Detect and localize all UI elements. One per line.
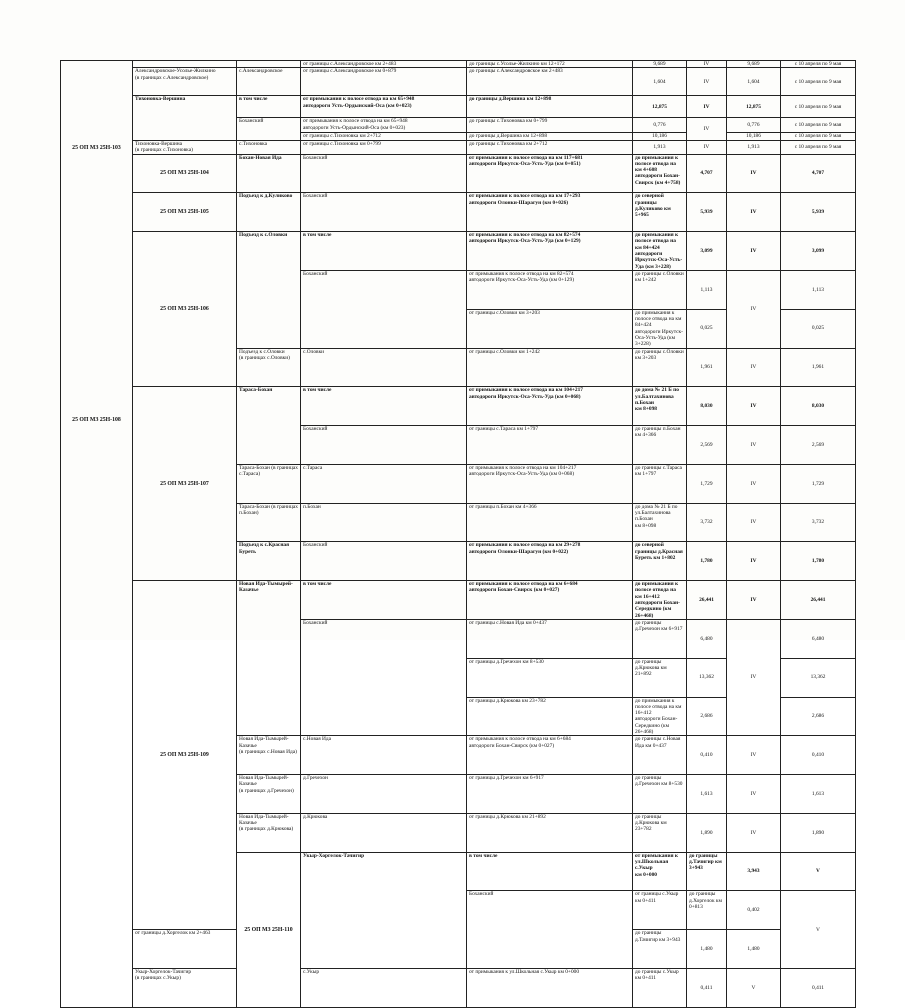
table-cell: 12,875 <box>633 96 687 118</box>
table-cell: до границы с.Укыр км 0+411 <box>633 969 687 1008</box>
table-cell: 0,410 <box>781 736 856 775</box>
table-cell: с 10 апреля по 9 мая <box>781 96 856 118</box>
table-cell: 1,729 <box>781 464 856 503</box>
table-cell: от границы с.Тихоновка км 0+799 <box>301 140 467 154</box>
table-cell: с 10 апреля по 9 мая <box>781 118 856 133</box>
table-cell: от границы с.Александровское км 0+879 <box>301 68 467 96</box>
table-cell: V <box>727 969 781 1008</box>
table-cell: до примыкания к полосе отвода на км 4+608 автодороги Бохан-Свирск (км 4+758) <box>633 154 687 193</box>
table-row <box>61 193 856 232</box>
table-cell: 10,186 <box>633 133 687 140</box>
table-cell: Боханский <box>301 270 467 348</box>
table-cell: IV <box>727 619 781 735</box>
table-cell: от границы с.Новая Ида км 0+437 <box>467 619 633 658</box>
table-cell: от границы с.Тараса км 1+797 <box>467 426 633 465</box>
table-cell: 25 ОП МЗ 25Н-105 <box>133 193 237 232</box>
table-cell: Подъезд к д.Куликово <box>237 193 301 232</box>
table-cell: от примыкания к полосе отвода на км 65+948 автодороги Усть-Ордынский-Оса (км 0+023) <box>301 118 467 133</box>
table-cell: п.Бохан <box>301 503 467 542</box>
table-cell: с 10 апреля по 9 мая <box>781 68 856 96</box>
table-cell: IV <box>727 581 781 620</box>
table-cell: Боханский <box>301 426 467 465</box>
table-cell: с 10 апреля по 9 мая <box>781 133 856 140</box>
table-cell: 3,099 <box>687 232 727 271</box>
table-cell: 5,939 <box>781 193 856 232</box>
table-cell: 1,613 <box>687 775 727 814</box>
table-cell: 1,729 <box>687 464 727 503</box>
table-cell: 3,732 <box>781 503 856 542</box>
table-row <box>61 154 856 193</box>
table-cell: 3,732 <box>687 503 727 542</box>
table-cell: 12,875 <box>727 96 781 118</box>
table-cell: IV <box>727 232 781 271</box>
table-cell: Тихоновка-Вершина <box>133 96 237 140</box>
table-cell: 1,913 <box>727 140 781 154</box>
table-cell: 0,025 <box>687 309 727 348</box>
table-cell: Подъезд к с.Красная Буреть <box>237 542 301 581</box>
table-cell: 9,689 <box>727 61 781 68</box>
table-cell: от границы п.Бохан км 4+366 <box>467 503 633 542</box>
table-cell: Боханский <box>301 193 467 232</box>
table-cell: до границы с.Оловки км 1+242 <box>633 270 687 309</box>
table-cell: Александровское-Усолье-Жилкино (в границах с.Александровское) <box>133 68 237 96</box>
table-cell: IV <box>727 542 781 581</box>
table-cell: 4,707 <box>687 154 727 193</box>
table-row <box>61 68 856 96</box>
table-cell: с.Укыр <box>301 969 467 1008</box>
table-cell: 1,480 <box>727 930 781 969</box>
table-cell: от границы д.Гречехон км 6+917 <box>467 775 633 814</box>
table-cell: IV <box>687 118 727 140</box>
table-cell: Боханский <box>301 154 467 193</box>
table-cell: до дома № 21 Б по ул.Балтахинова п.Бохан км 8+098 <box>633 387 687 426</box>
table-cell: от примыкания к полосе отвода на км 65+948 автодороги Усть-Ордынский-Оса (км 0+023) <box>301 96 467 118</box>
table-cell: 25 ОП МЗ 25Н-104 <box>133 154 237 193</box>
table-cell: до примыкания к полосе отвода на км 84+424 автодороги Иркутск-Оса-Усть-Уда (км 3+228) <box>633 309 687 348</box>
table-cell: Боханский <box>301 542 467 581</box>
table-cell: 2,686 <box>781 697 856 736</box>
table-row <box>61 232 856 271</box>
table-cell: IV <box>727 464 781 503</box>
table-cell: от границы с.Оловки км 3+203 <box>467 309 633 348</box>
table-cell: от примыкания к ул.Школьная с.Укыр км 0+000 <box>633 852 687 891</box>
table-cell: от примыкания к полосе отвода на км 82+574 автодороги Иркутск-Оса-Усть-Уда (км 0+129) <box>467 232 633 271</box>
table-cell: от границы с.Укыр км 0+411 <box>633 891 687 930</box>
table-cell: Тараса-Бохан <box>237 387 301 465</box>
table-cell: до границы с.Новая Ида км 0+437 <box>633 736 687 775</box>
table-cell: IV <box>727 775 781 814</box>
table-cell: 13,362 <box>781 658 856 697</box>
road-code-103: 25 ОП МЗ 25Н-103 <box>72 145 121 151</box>
table-cell: в том числе <box>301 232 467 271</box>
table-cell: 1,113 <box>781 270 856 309</box>
table-cell: до границы д.Гречехон км 8+530 <box>633 775 687 814</box>
table-cell: от границы д.Крюкова км 21+892 <box>467 813 633 852</box>
table-cell: до границы с.Усолье-Жилкино км 12+172 <box>467 61 633 68</box>
table-cell: 25 ОП МЗ 25Н-109 <box>133 581 237 930</box>
table-cell: до примыкания к полосе отвода на км 16+412 автодороги Бохан-Середкино (км 26+468) <box>633 697 687 736</box>
table-cell: Новая Ида-Тымырей-Казачье (в границах д.Крюкова) <box>237 813 301 852</box>
table-cell <box>237 61 301 68</box>
table-cell: 2,569 <box>781 426 856 465</box>
table-cell: 1,961 <box>687 348 727 387</box>
table-cell: от границы с.Александровское км 2+483 <box>301 61 467 68</box>
table-cell: Боханский <box>237 118 301 140</box>
table-cell: IV <box>687 140 727 154</box>
table-cell: 1,780 <box>687 542 727 581</box>
table-cell: 9,689 <box>633 61 687 68</box>
table-row <box>61 61 856 68</box>
table-cell: 25 ОП МЗ 25Н-110 <box>237 852 301 1007</box>
table-cell: в том числе <box>301 387 467 426</box>
road-code-108: 25 ОП МЗ 25Н-108 <box>72 417 121 423</box>
table-cell: 2,569 <box>687 426 727 465</box>
table-cell: IV <box>687 68 727 96</box>
table-cell: 8,030 <box>781 387 856 426</box>
table-cell: Боханский <box>467 891 633 969</box>
table-cell: 0,410 <box>687 736 727 775</box>
table-cell: 2,686 <box>687 697 727 736</box>
table-cell: Укыр-Хоргелок-Тачигир <box>301 852 467 968</box>
table-cell: Бохан-Новая Ида <box>237 154 301 193</box>
table-cell: д.Гречехон <box>301 775 467 814</box>
table-cell: 13,362 <box>687 658 727 697</box>
table-cell: IV <box>727 270 781 348</box>
table-cell: V <box>781 852 856 891</box>
table-cell: с.Александровское <box>237 68 301 96</box>
table-cell: до границы д.Гречехон км 6+917 <box>633 619 687 658</box>
table-cell: IV <box>687 96 727 118</box>
table-cell: от примыкания к полосе отвода на км 82+574 автодороги Иркутск-Оса-Усть-Уда (км 0+129) <box>467 270 633 309</box>
table-cell: Новая Ида-Тымырей-Казачье <box>237 581 301 736</box>
table-cell: IV <box>727 387 781 426</box>
table-cell: до границы с.Тараса км 1+797 <box>633 464 687 503</box>
table-cell: IV <box>727 503 781 542</box>
table-cell: от границы с.Тихоновка км 2+712 <box>301 133 467 140</box>
table-cell: Тараса-Бохан (в границах с.Тараса) <box>237 464 301 503</box>
table-cell: 0,776 <box>633 118 687 133</box>
table-cell: с.Новая Ида <box>301 736 467 775</box>
table-cell: от границы д.Гречехон км 8+530 <box>467 658 633 697</box>
table-cell: до северной границы д.Красная Буреть км 1+802 <box>633 542 687 581</box>
table-cell: д.Крюкова <box>301 813 467 852</box>
table-cell: Новая Ида-Тымырей-Казачье (в границах с.Новая Ида) <box>237 736 301 775</box>
table-cell: до границы д.Крюкова км 21+892 <box>633 658 687 697</box>
table-cell: от примыкания к полосе отвода на км 6+684 автодороги Бохан-Свирск (км 0+027) <box>467 581 633 620</box>
table-cell: 8,030 <box>687 387 727 426</box>
road-register-table <box>60 60 856 1008</box>
table-cell: 3,099 <box>781 232 856 271</box>
table-cell: 6,480 <box>687 619 727 658</box>
table-cell: с 10 апреля по 9 мая <box>781 140 856 154</box>
table-cell: 1,604 <box>633 68 687 96</box>
table-cell: 10,186 <box>727 133 781 140</box>
table-cell: Укыр-Хоргелок-Тачигир (в границах с.Укыр) <box>133 969 237 1008</box>
table-cell: от границы с.Оловки км 1+242 <box>467 348 633 387</box>
table-cell: от примыкания к полосе отвода на км 104+217 автодороги Иркутск-Оса-Усть-Уда (км 0+068) <box>467 464 633 503</box>
table-cell: V <box>781 891 856 969</box>
table-cell: 0,402 <box>727 891 781 930</box>
table-cell: 25 ОП МЗ 25Н-106 <box>133 232 237 387</box>
table-cell: 3,943 <box>727 852 781 891</box>
table-cell: в том числе <box>237 96 301 118</box>
table-cell: до границы д.Хоргелок км 0+813 <box>687 891 727 930</box>
table-cell: Подъезд к с.Оловки <box>237 232 301 348</box>
table-cell: Тихоновка-Вершина (в границах с.Тихоновка) <box>133 140 237 154</box>
table-cell: от примыкания к ул.Школьная с.Укыр км 0+000 <box>467 969 633 1008</box>
table-cell: в том числе <box>301 581 467 620</box>
table-cell: Тараса-Бохан (в границах п.Бохан) <box>237 503 301 542</box>
table-cell: 1,890 <box>687 813 727 852</box>
table-cell: до примыкания к полосе отвода на км 84+424 автодороги Иркутск-Оса-Усть-Уда (км 3+228) <box>633 232 687 271</box>
table-cell: 1,604 <box>727 68 781 96</box>
table-cell: до границы п.Бохан км 4+366 <box>633 426 687 465</box>
table-cell: IV <box>727 154 781 193</box>
table-cell: в том числе <box>467 852 633 891</box>
table-cell: 0,025 <box>781 309 856 348</box>
table-cell: от границы д.Крюкова км 23+782 <box>467 697 633 736</box>
table-cell: от границы д.Хоргелок км 2+463 <box>133 930 237 969</box>
table-row <box>61 581 856 620</box>
table-cell: до границы с.Тихоновка км 0+799 <box>467 118 633 133</box>
table-cell: 1,890 <box>781 813 856 852</box>
table-cell: до границы с.Тихоновка км 2+712 <box>467 140 633 154</box>
table-cell: до границы д.Тачигир км 3+943 <box>633 930 687 969</box>
table-cell: до северной границы д.Куликово км 5+965 <box>633 193 687 232</box>
table-cell: 1,113 <box>687 270 727 309</box>
table-cell: до границы д.Вершина км 12+898 <box>467 133 633 140</box>
table-row <box>61 387 856 426</box>
table-cell: до дома № 21 Б по ул.Балтахинова п.Бохан км 8+098 <box>633 503 687 542</box>
table-cell: до примыкания к полосе отвода на км 16+412 автодороги Бохан-Середкино (км 26+468) <box>633 581 687 620</box>
table-row <box>61 140 856 154</box>
table-cell: IV <box>727 813 781 852</box>
table-cell: 26,441 <box>781 581 856 620</box>
table-cell: до границы д.Вершина км 12+898 <box>467 96 633 118</box>
table-cell: с.Оловки <box>301 348 467 387</box>
table-cell <box>133 61 237 68</box>
table-cell: 1,913 <box>633 140 687 154</box>
table-cell: до границы д.Тачигир км 3+943 <box>687 852 727 891</box>
table-cell: с 10 апреля по 9 мая <box>781 61 856 68</box>
table-cell: IV <box>727 426 781 465</box>
table-cell: 0,776 <box>727 118 781 133</box>
table-cell: Подъезд к с.Оловки (в границах с.Оловки) <box>237 348 301 387</box>
table-cell: до границы с.Оловки км 3+203 <box>633 348 687 387</box>
table-cell: IV <box>687 61 727 68</box>
table-cell: IV <box>727 736 781 775</box>
table-cell: 6,480 <box>781 619 856 658</box>
table-cell: 1,480 <box>687 930 727 969</box>
table-cell: с.Тараса <box>301 464 467 503</box>
table-cell: 1,780 <box>781 542 856 581</box>
table-cell: IV <box>727 348 781 387</box>
table-cell: 0,411 <box>781 969 856 1008</box>
table-cell <box>61 61 133 1008</box>
table-cell: 1,613 <box>781 775 856 814</box>
table-cell: 0,411 <box>687 969 727 1008</box>
table-cell: от примыкания к полосе отвода на км 17+293 автодороги Олонки-Шарагун (км 0+026) <box>467 193 633 232</box>
table-cell: до границы д.Крюкова км 23+782 <box>633 813 687 852</box>
table-cell: от примыкания к полосе отвода на км 104+217 автодороги Иркутск-Оса-Усть-Уда (км 0+068) <box>467 387 633 426</box>
table-row <box>61 96 856 118</box>
table-cell: 26,441 <box>687 581 727 620</box>
table-cell: 5,939 <box>687 193 727 232</box>
table-cell: 25 ОП МЗ 25Н-107 <box>133 387 237 581</box>
table-cell: 1,961 <box>781 348 856 387</box>
table-cell: от примыкания к полосе отвода на км 6+684 автодороги Бохан-Свирск (км 0+027) <box>467 736 633 775</box>
table-cell: Боханский <box>301 619 467 735</box>
table-cell: от примыкания к полосе отвода на км 117+681 автодороги Иркутск-Оса-Усть-Уда (км 0+051) <box>467 154 633 193</box>
table-cell: от примыкания к полосе отвода на км 29+278 автодороги Олонки-Шарагун (км 0+022) <box>467 542 633 581</box>
table-cell: IV <box>727 193 781 232</box>
table-cell: с.Тихоновка <box>237 140 301 154</box>
table-row <box>61 969 856 1008</box>
table-cell: Новая Ида-Тымырей-Казачье (в границах д.Гречехон) <box>237 775 301 814</box>
table-cell: до границы с.Александровское км 2+483 <box>467 68 633 96</box>
table-cell: 4,707 <box>781 154 856 193</box>
